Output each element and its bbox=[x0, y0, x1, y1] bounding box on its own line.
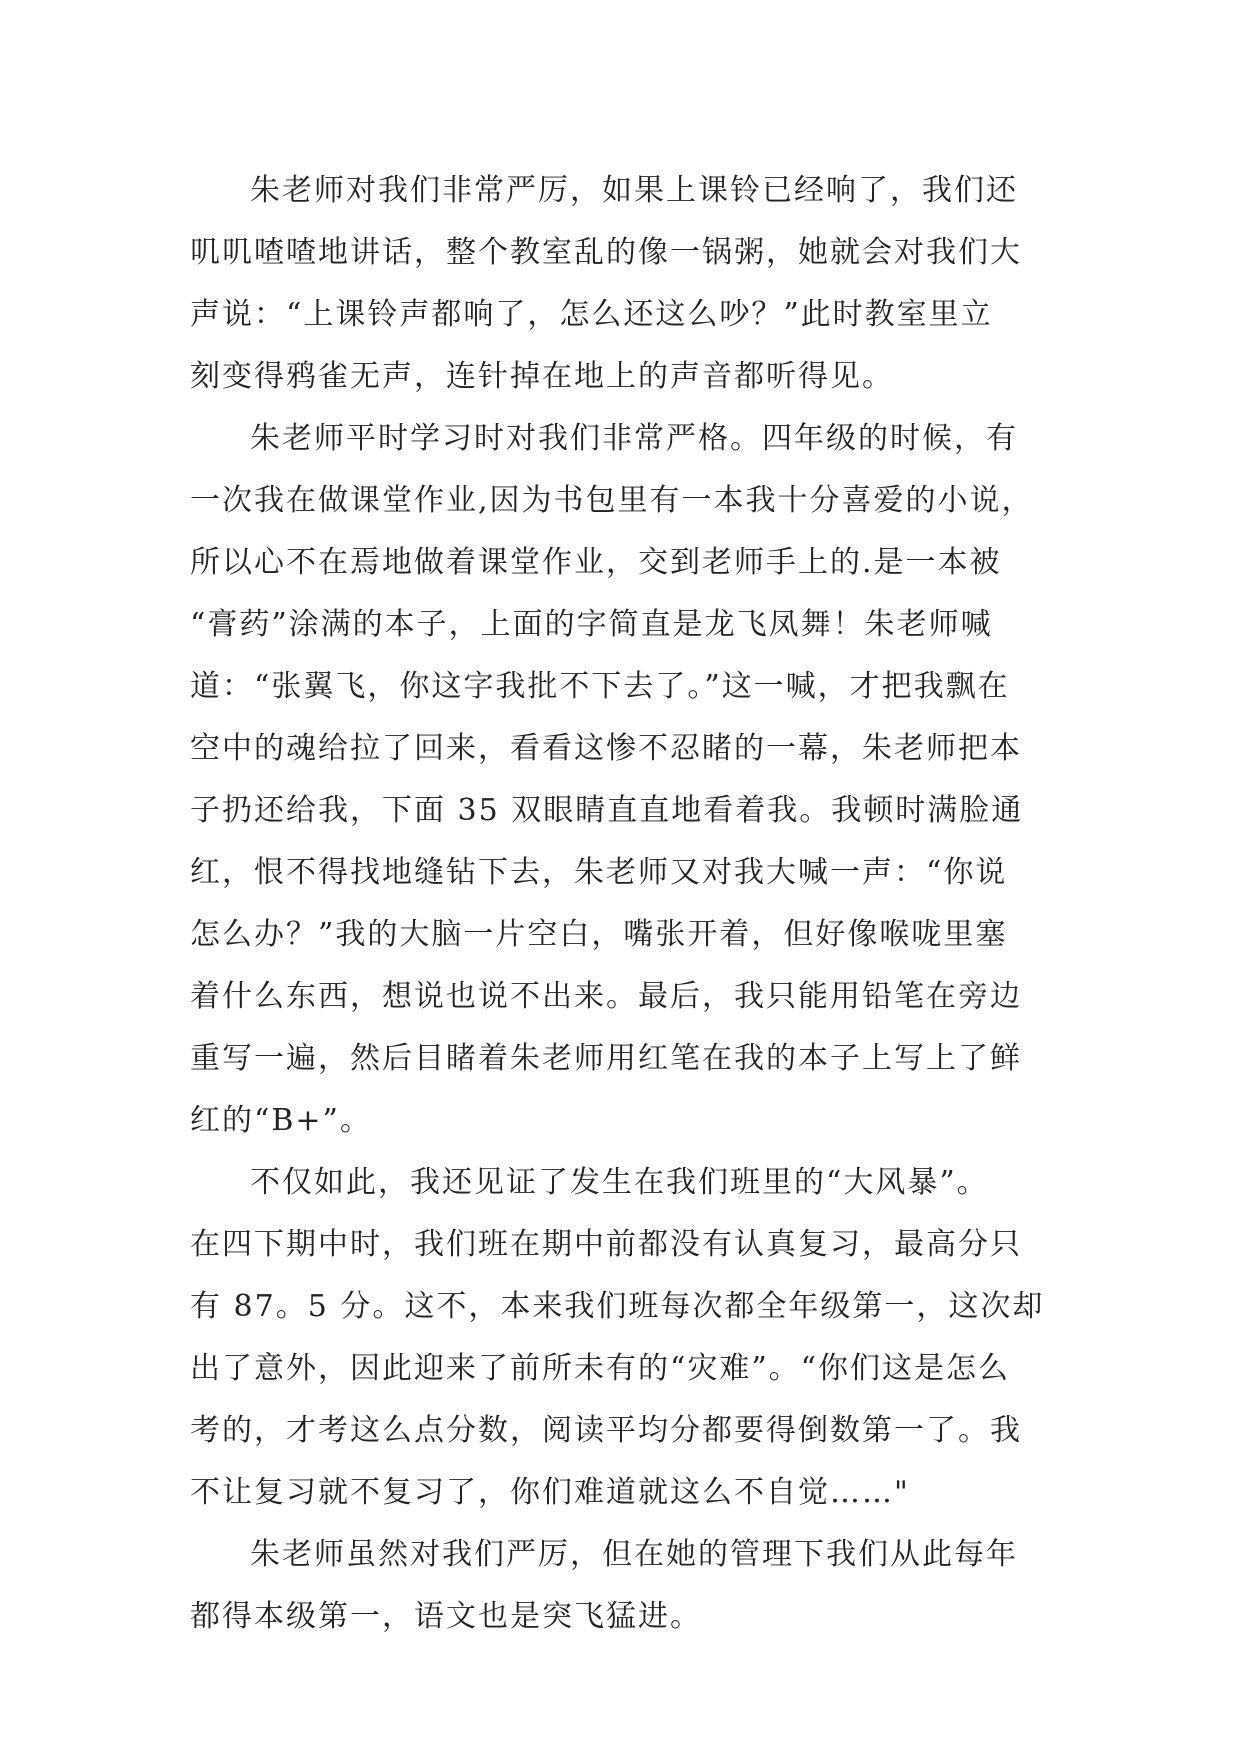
text-line: 着什么东西，想说也说不出来。最后，我只能用铅笔在旁边 bbox=[190, 979, 1022, 1014]
paragraph-1 bbox=[190, 160, 1050, 408]
text-line: 在四下期中时，我们班在期中前都没有认真复习，最高分只 bbox=[190, 1227, 1022, 1262]
text-line: 考的，才考这么点分数，阅读平均分都要得倒数第一了。我 bbox=[190, 1413, 1022, 1448]
text-line: 一次我在做课堂作业,因为书包里有一本我十分喜爱的小说， bbox=[190, 483, 1034, 518]
text-line: 红的“B+”。 bbox=[190, 1103, 372, 1138]
text-line: 朱老师平时学习时对我们非常严格。四年级的时候，有 bbox=[250, 421, 1018, 456]
text-line: 不让复习就不复习了，你们难道就这么不自觉……" bbox=[190, 1475, 910, 1510]
text-line: 怎么办？”我的大脑一片空白，嘴张开着，但好像喉咙里塞 bbox=[190, 917, 1008, 952]
text-line: 朱老师对我们非常严厉，如果上课铃已经响了，我们还 bbox=[250, 173, 1018, 208]
paragraph-4 bbox=[190, 1524, 1050, 1648]
text-line: 叽叽喳喳地讲话，整个教室乱的像一锅粥，她就会对我们大 bbox=[190, 235, 1022, 270]
text-line: 所以心不在焉地做着课堂作业，交到老师手上的.是一本被 bbox=[190, 545, 1002, 580]
text-line: 有 87。5 分。这不，本来我们班每次都全年级第一，这次却 bbox=[190, 1289, 1045, 1324]
text-line: 刻变得鸦雀无声，连针掉在地上的声音都听得见。 bbox=[190, 359, 894, 394]
text-line: 道：“张翼飞，你这字我批不下去了。”这一喊，才把我飘在 bbox=[190, 669, 1010, 704]
paragraph-2 bbox=[190, 408, 1050, 1152]
text-line: “膏药”涂满的本子，上面的字简直是龙飞凤舞！朱老师喊 bbox=[190, 607, 993, 642]
paragraph-3 bbox=[190, 1152, 1050, 1524]
text-line: 朱老师虽然对我们严厉，但在她的管理下我们从此每年 bbox=[250, 1537, 1018, 1572]
text-line: 子扔还给我，下面 35 双眼睛直直地看着我。我顿时满脸通 bbox=[190, 793, 1024, 828]
document-body bbox=[190, 160, 1050, 1648]
text-line: 空中的魂给拉了回来，看看这惨不忍睹的一幕，朱老师把本 bbox=[190, 731, 1022, 766]
text-line: 不仅如此，我还见证了发生在我们班里的“大风暴”。 bbox=[250, 1165, 989, 1200]
text-line: 红，恨不得找地缝钻下去，朱老师又对我大喊一声：“你说 bbox=[190, 855, 1008, 890]
text-line: 声说：“上课铃声都响了，怎么还这么吵？”此时教室里立 bbox=[190, 297, 993, 332]
text-line: 都得本级第一，语文也是突飞猛进。 bbox=[190, 1599, 702, 1634]
text-line: 出了意外，因此迎来了前所未有的“灾难”。“你们这是怎么 bbox=[190, 1351, 1011, 1386]
text-line: 重写一遍，然后目睹着朱老师用红笔在我的本子上写上了鲜 bbox=[190, 1041, 1022, 1076]
